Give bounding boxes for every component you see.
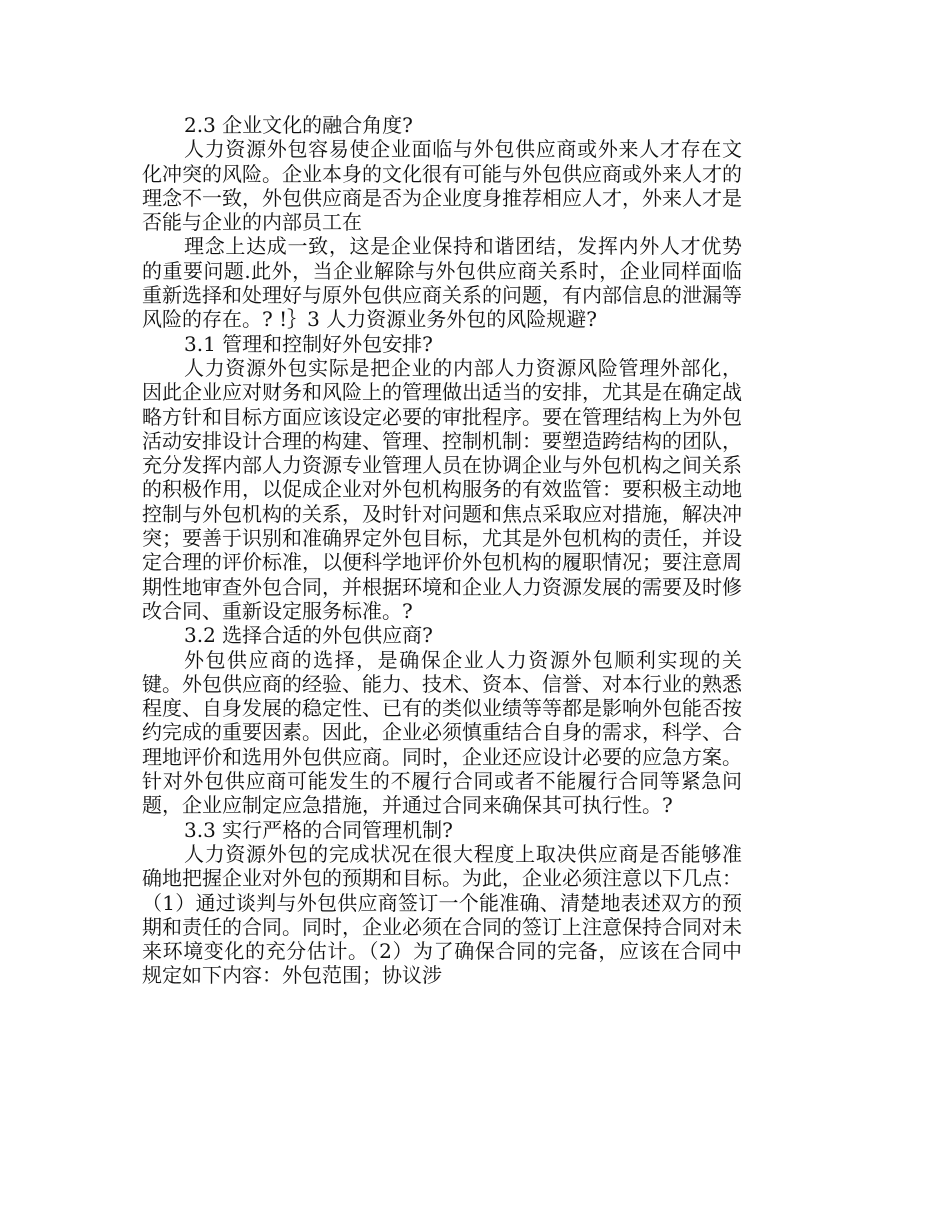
body-paragraph: 理念上达成一致，这是企业保持和谐团结，发挥内外人才优势的重要问题.此外，当企业解除与外包供应商关系时，企业同样面临重新选择和处理好与原外包供应商关系的问题，有内部信息的泄漏等风险的存在。? !｝3 人力资源业务外包的风险规避? <box>142 234 742 332</box>
document-body <box>142 113 742 988</box>
body-paragraph: 人力资源外包的完成状况在很大程度上取决供应商是否能够准确地把握企业对外包的预期和目标。为此，企业必须注意以下几点：（1）通过谈判与外包供应商签订一个能准确、清楚地表述双方的预期和责任的合同。同时，企业必须在合同的签订上注意保持合同对未来环境变化的充分估计。（2）为了确保合同的完备，应该在合同中规定如下内容：外包范围；协议涉 <box>142 841 742 988</box>
section-heading-3-2: 3.2 选择合适的外包供应商? <box>184 623 433 648</box>
section-heading-2-3: 2.3 企业文化的融合角度? <box>184 113 413 137</box>
section-heading-3-1: 3.1 管理和控制好外包安排? <box>184 331 433 356</box>
body-paragraph: 人力资源外包实际是把企业的内部人力资源风险管理外部化，因此企业应对财务和风险上的管理做出适当的安排，尤其是在确定战略方针和目标方面应该设定必要的审批程序。要在管理结构上为外包活动安排设计合理的构建、管理、控制机制：要塑造跨结构的团队，充分发挥内部人力资源专业管理人员在协调企业与外包机构之间关系的积极作用，以促成企业对外包机构服务的有效监管：要积极主动地控制与外包机构的关系，及时针对问题和焦点采取应对措施，解决冲突；要善于识别和准确界定外包目标，尤其是外包机构的责任，并设定合理的评价标准，以便科学地评价外包机构的履职情况；要注意周期性地审查外包合同，并根据环境和企业人力资源发展的需要及时修改合同、重新设定服务标准。? <box>142 355 742 623</box>
section-heading-3-3: 3.3 实行严格的合同管理机制? <box>184 817 453 842</box>
body-paragraph: 人力资源外包容易使企业面临与外包供应商或外来人才存在文化冲突的风险。企业本身的文化很有可能与外包供应商或外来人才的理念不一致，外包供应商是否为企业度身推荐相应人才，外来人才是否能与企业的内部员工在 <box>142 137 742 235</box>
body-paragraph: 外包供应商的选择，是确保企业人力资源外包顺利实现的关键。外包供应商的经验、能力、技术、资本、信誉、对本行业的熟悉程度、自身发展的稳定性、已有的类似业绩等等都是影响外包能否按约完成的重要因素。因此，企业必须慎重结合自身的需求，科学、合理地评价和选用外包供应商。同时，企业还应设计必要的应急方案。针对外包供应商可能发生的不履行合同或者不能履行合同等紧急问题，企业应制定应急措施，并通过合同来确保其可执行性。? <box>142 647 742 818</box>
